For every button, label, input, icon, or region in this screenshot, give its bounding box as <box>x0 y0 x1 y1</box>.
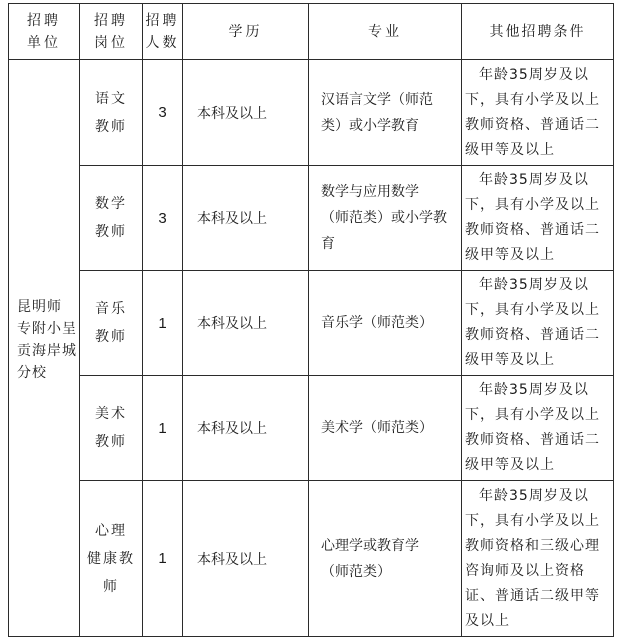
conditions-cell: 年龄35周岁及以 下，具有小学及以上 教师资格、普通话二 级甲等及以上 <box>462 376 614 481</box>
education-cell: 本科及以上 <box>183 271 309 376</box>
major-cell: 心理学或教育学 （师范类） <box>309 481 462 637</box>
header-major: 专业 <box>309 4 462 60</box>
table-row <box>9 60 614 166</box>
table-row <box>9 166 614 271</box>
conditions-cell: 年龄35周岁及以 下，具有小学及以上 教师资格和三级心理 咨询师及以上资格 证、普通话二级甲等 及以上 <box>462 481 614 637</box>
major-cell: 汉语言文学（师范 类）或小学教育 <box>309 60 462 166</box>
header-post: 招聘 岗位 <box>80 4 143 60</box>
conditions-cell: 年龄35周岁及以 下，具有小学及以上 教师资格、普通话二 级甲等及以上 <box>462 271 614 376</box>
table-row <box>9 271 614 376</box>
count-cell: 3 <box>143 60 183 166</box>
conditions-cell: 年龄35周岁及以 下，具有小学及以上 教师资格、普通话二 级甲等及以上 <box>462 166 614 271</box>
recruitment-table <box>8 3 614 637</box>
education-cell: 本科及以上 <box>183 481 309 637</box>
post-cell: 美术 教师 <box>80 376 143 481</box>
header-unit: 招聘 单位 <box>9 4 80 60</box>
education-cell: 本科及以上 <box>183 166 309 271</box>
count-cell: 3 <box>143 166 183 271</box>
major-cell: 音乐学（师范类） <box>309 271 462 376</box>
table-header-row <box>9 4 614 60</box>
count-cell: 1 <box>143 481 183 637</box>
major-cell: 数学与应用数学 （师范类）或小学教 育 <box>309 166 462 271</box>
education-cell: 本科及以上 <box>183 60 309 166</box>
recruitment-table-container <box>8 3 614 637</box>
unit-cell: 昆明师 专附小呈 贡海岸城 分校 <box>9 60 80 637</box>
header-conditions: 其他招聘条件 <box>462 4 614 60</box>
conditions-cell: 年龄35周岁及以 下，具有小学及以上 教师资格、普通话二 级甲等及以上 <box>462 60 614 166</box>
post-cell: 数学 教师 <box>80 166 143 271</box>
major-cell: 美术学（师范类） <box>309 376 462 481</box>
table-row <box>9 481 614 637</box>
post-cell: 音乐 教师 <box>80 271 143 376</box>
header-education: 学历 <box>183 4 309 60</box>
education-cell: 本科及以上 <box>183 376 309 481</box>
table-row <box>9 376 614 481</box>
post-cell: 语文 教师 <box>80 60 143 166</box>
count-cell: 1 <box>143 271 183 376</box>
count-cell: 1 <box>143 376 183 481</box>
post-cell: 心理 健康教 师 <box>80 481 143 637</box>
header-count: 招聘 人数 <box>143 4 183 60</box>
